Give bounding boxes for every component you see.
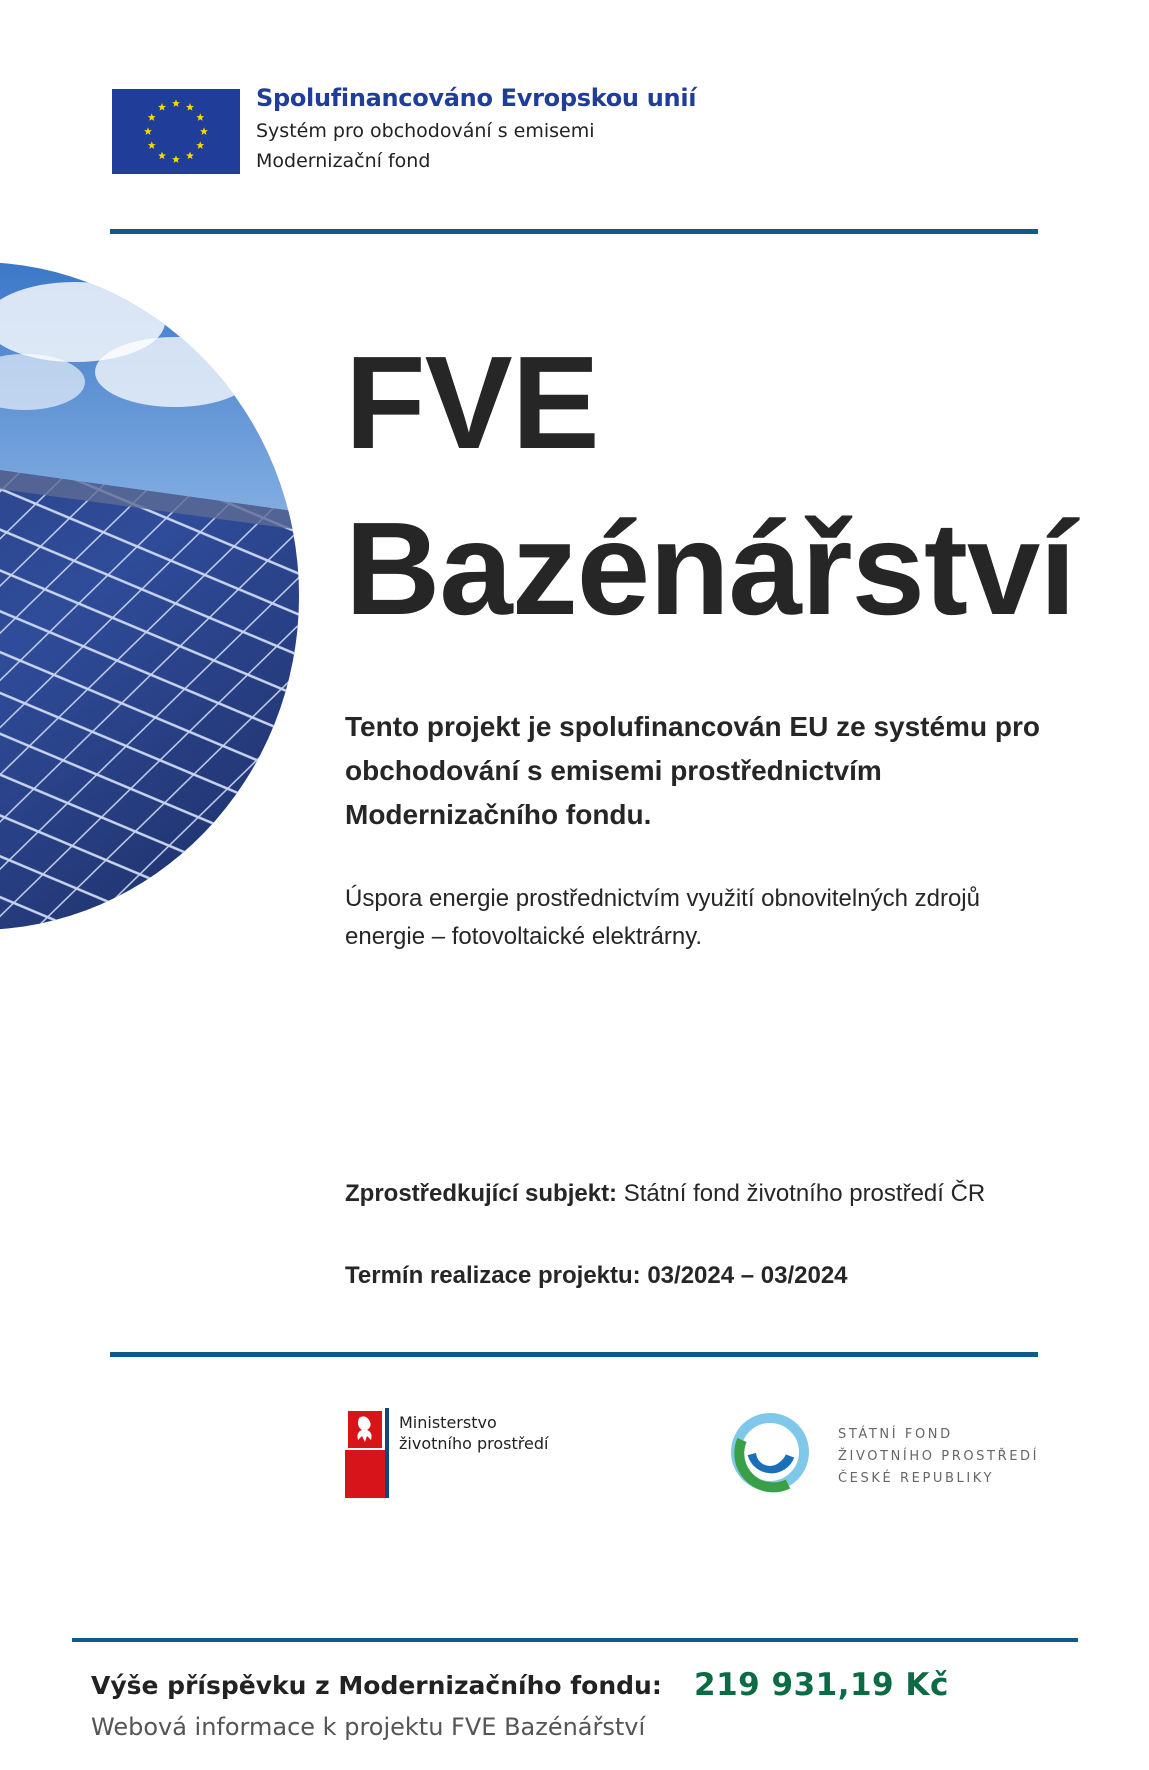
eu-star-icon [196,113,204,121]
ministry-name-line1: Ministerstvo [399,1413,497,1432]
cofinance-statement: Tento projekt je spolufinancován EU ze systému pro obchodování s emisemi prostřednictvím Modernizačního fondu. [345,711,1040,830]
sfzp-name [838,1424,1039,1490]
eu-star-icon [186,103,194,111]
contribution-label: Výše příspěvku z Modernizačního fondu: [91,1671,662,1700]
eu-star-icon [158,152,166,160]
project-description: Úspora energie prostřednictvím využití obnovitelných zdrojů energie – fotovoltaické elektrárny. [345,885,980,950]
bottom-divider [72,1638,1078,1642]
sfzp-ring-logo-icon [728,1410,812,1494]
eu-star-icon [200,127,208,135]
eu-cofinance-block [256,84,696,172]
term-value: 03/2024 – 03/2024 [647,1262,848,1289]
eu-program-line: Systém pro obchodování s emisemi [256,120,595,142]
solar-panel-photo [0,262,300,930]
middle-divider [110,1352,1038,1357]
eu-star-icon [158,103,166,111]
eu-flag-icon [112,89,240,174]
subject-label: Zprostředkující subjekt: [345,1180,618,1207]
term-label: Termín realizace projektu: [345,1262,641,1289]
eu-star-icon [148,113,156,121]
eu-star-icon [186,152,194,160]
eu-star-icon [148,141,156,149]
eu-star-icon [144,127,152,135]
eu-fund-line: Modernizační fond [256,150,431,172]
eu-star-icon [172,99,180,107]
subject-value: Státní fond životního prostředí ČR [623,1180,986,1207]
eu-cofinance-title: Spolufinancováno Evropskou unií [256,84,697,112]
web-info-note: Webová informace k projektu FVE Bazénářství [91,1713,646,1741]
intermediary-subject [345,1180,985,1208]
contribution-value: 219 931,19 Kč [694,1667,949,1703]
project-title-line2: Bazénářství [345,495,1076,642]
ministry-name [399,1412,548,1454]
eu-star-icon [172,155,180,163]
ministry-name-line2: životního prostředí [399,1434,549,1453]
top-divider [110,229,1038,234]
project-term [345,1262,848,1290]
project-title-line1: FVE [345,329,599,476]
sfzp-name-line2: ŽIVOTNÍHO PROSTŘEDÍ [838,1449,1040,1464]
czech-lion-emblem-icon [345,1408,389,1498]
sfzp-name-line3: ČESKÉ REPUBLIKY [838,1471,995,1486]
eu-star-icon [196,141,204,149]
sfzp-name-line1: STÁTNÍ FOND [838,1427,953,1442]
project-title [345,320,1075,652]
